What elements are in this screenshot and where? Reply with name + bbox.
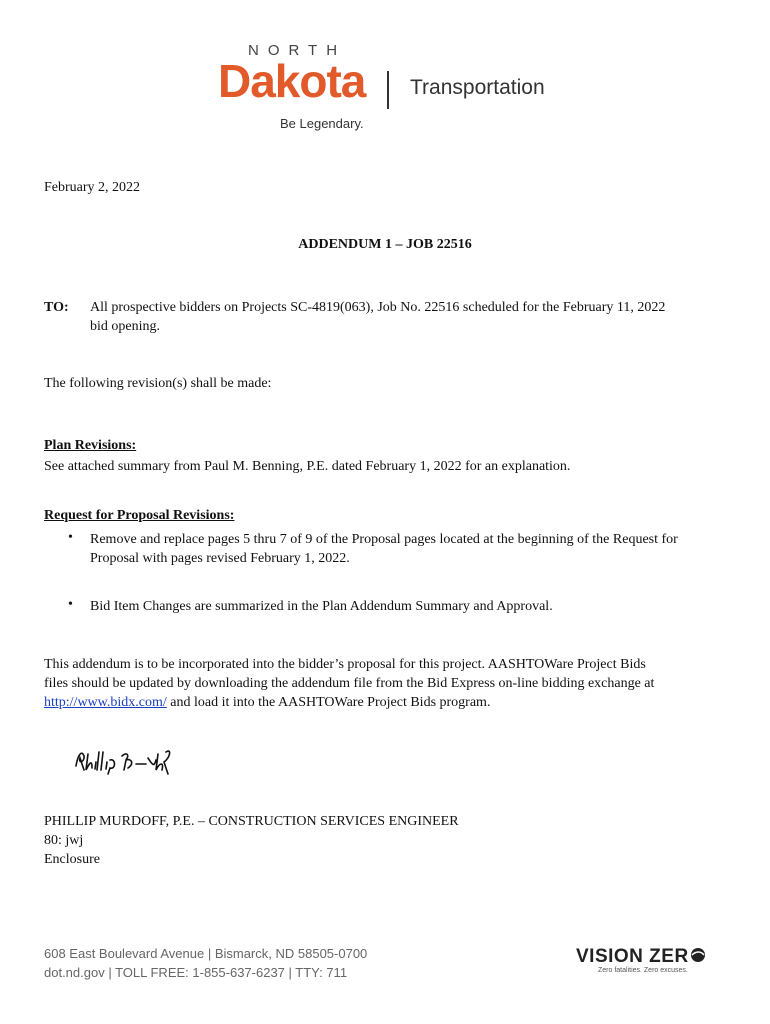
footer-address-block: [44, 944, 367, 982]
closing-line-2: files should be updated by downloading the addendum file from the Bid Express on-line bidding exchange at: [44, 676, 655, 691]
logo-divider: [387, 71, 389, 109]
intro-text: The following revision(s) shall be made:: [44, 376, 272, 391]
logo-tagline: Be Legendary.: [280, 116, 364, 131]
closing-line-3: [44, 693, 490, 712]
handwritten-signature: [72, 744, 182, 776]
to-label: TO:: [44, 300, 69, 315]
footer-contact: dot.nd.gov | TOLL FREE: 1-855-637-6237 | TTY: 711: [44, 965, 348, 980]
addendum-title: ADDENDUM 1 – JOB 22516: [298, 237, 472, 252]
bullet-2-text: Bid Item Changes are summarized in the Plan Addendum Summary and Approval.: [90, 599, 553, 614]
vision-zero-o-icon: [689, 947, 707, 963]
rfp-revisions-heading: Request for Proposal Revisions:: [44, 508, 235, 523]
plan-revisions-text: See attached summary from Paul M. Benning, P.E. dated February 1, 2022 for an explanation.: [44, 459, 571, 474]
logo-north-text: NORTH: [248, 42, 347, 59]
logo-dakota-text: Dakota: [218, 55, 366, 107]
closing-line-3-rest: and load it into the AASHTOWare Project Bids program.: [166, 695, 491, 710]
vision-zero-text: VISION ZER: [576, 946, 689, 967]
bullet-2-icon: •: [68, 597, 73, 612]
initials: 80: jwj: [44, 833, 84, 848]
footer-address: 608 East Boulevard Avenue | Bismarck, ND 58505-0700: [44, 946, 368, 961]
bullet-1-line-1: Remove and replace pages 5 thru 7 of 9 of the Proposal pages located at the beginning of the Request for: [90, 532, 678, 547]
to-line-1: All prospective bidders on Projects SC-4819(063), Job No. 22516 scheduled for the February 11, 2022: [90, 300, 666, 315]
bullet-1-icon: •: [68, 530, 73, 545]
letter-date: February 2, 2022: [44, 180, 141, 195]
vision-zero-tagline: Zero fatalities. Zero excuses.: [598, 967, 688, 974]
bullet-1-line-2: Proposal with pages revised February 1, 2022.: [90, 551, 350, 566]
vision-zero-logo: [576, 946, 707, 968]
closing-line-1: This addendum is to be incorporated into the bidder’s proposal for this project. AASHTOWare Project Bids: [44, 657, 646, 672]
enclosure: Enclosure: [44, 852, 100, 867]
logo-department: Transportation: [410, 76, 545, 99]
to-line-2: bid opening.: [90, 319, 160, 334]
signer-name-title: PHILLIP MURDOFF, P.E. – CONSTRUCTION SERVICES ENGINEER: [44, 814, 459, 829]
bidx-link[interactable]: http://www.bidx.com/: [44, 695, 167, 710]
plan-revisions-heading: Plan Revisions:: [44, 438, 137, 453]
